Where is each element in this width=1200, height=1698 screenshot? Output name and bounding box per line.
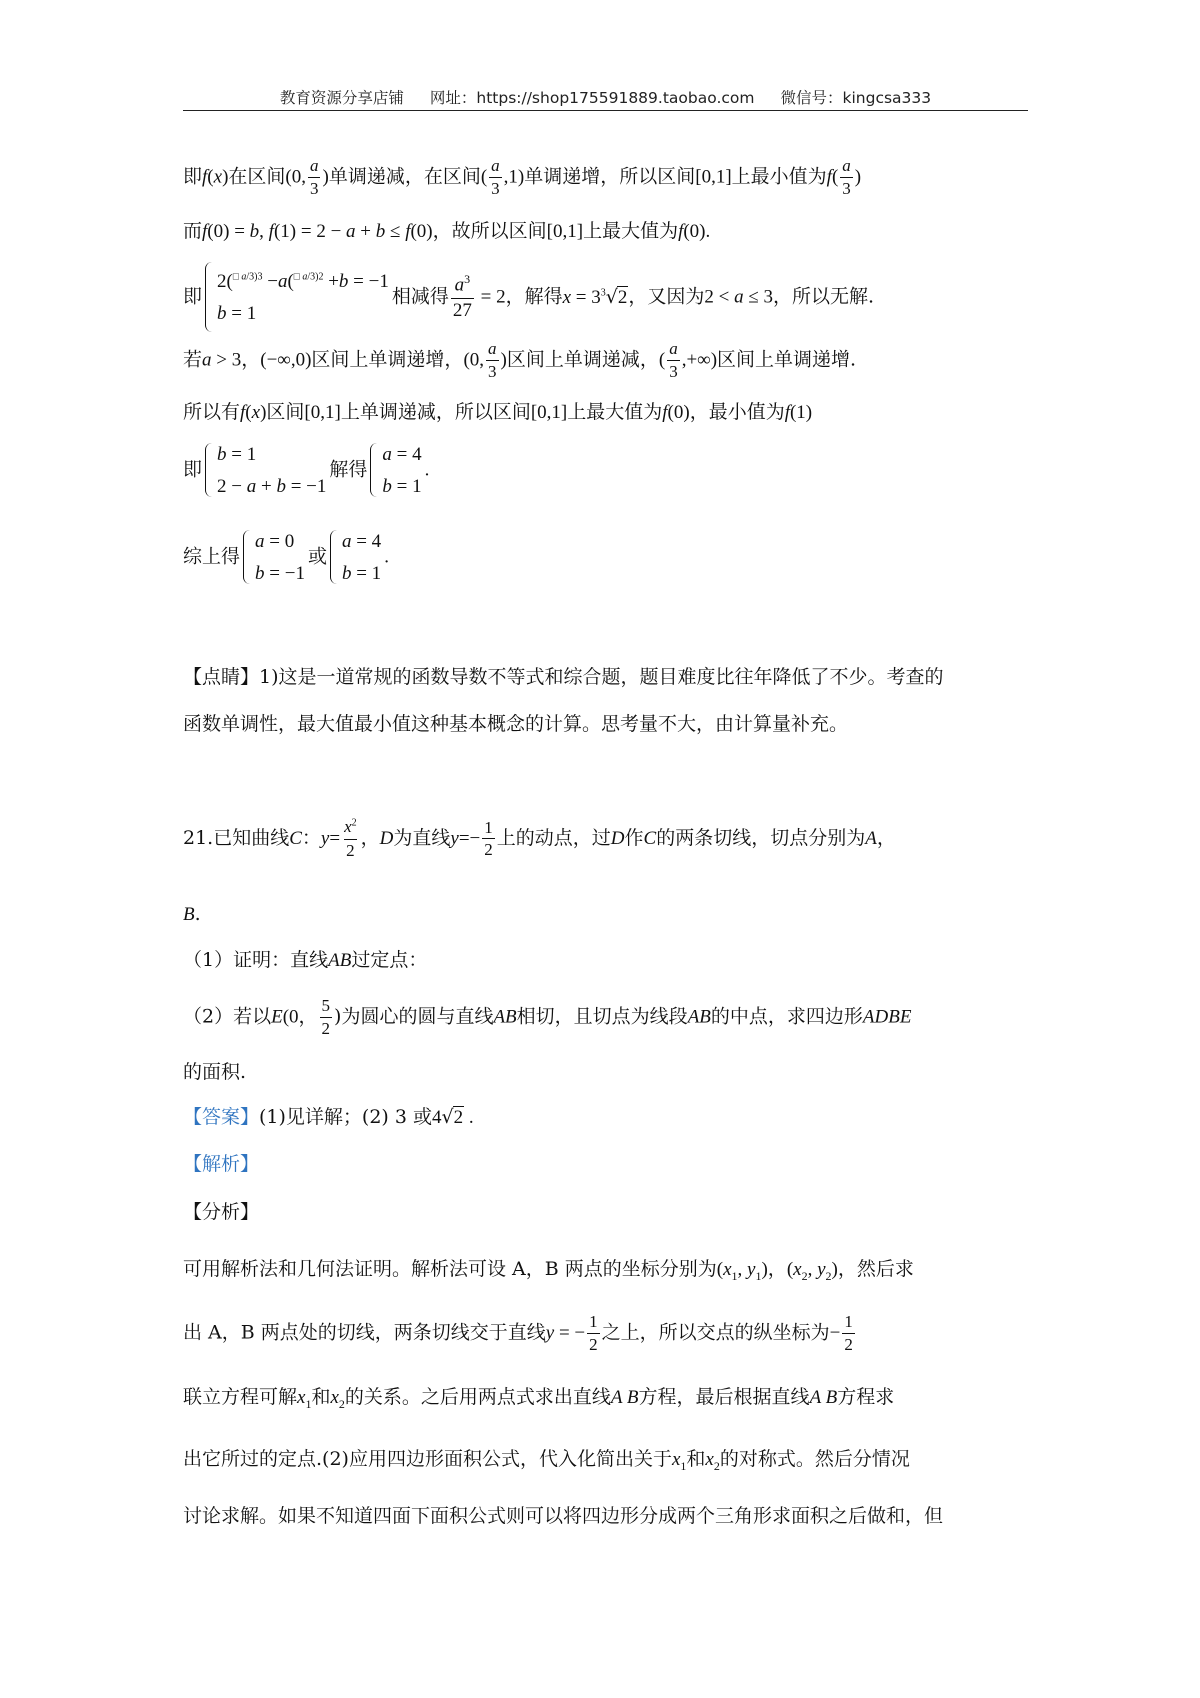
analysis-line-3: 联立方程可解$x_1$和$x_2$的关系。之后用两点式求出直线A B方程，最后根据直线A B方程求 [183, 1386, 895, 1411]
jiexi-tag: 【解析】 [183, 1153, 260, 1175]
solution-line-1: 即f(x)在区间(0, $\frac{a}{3}$ )单调递减，在区间( $\frac{a}{3}$ ,1)单调递增，所以区间[0,1]上最小值为f( $\frac{a}{3}$ ) [183, 156, 862, 198]
solution-line-5: 所以有f(x)区间[0,1]上单调递减，所以区间[0,1]上最大值为f(0)，最小值为f(1) [183, 401, 813, 423]
fenxi-line [183, 1203, 259, 1222]
dianjing-tag: 【点睛】 [183, 666, 260, 688]
analysis-line-1: 可用解析法和几何法证明。解析法可设 A，B 两点的坐标分别为($x_1$, $y_1$)，($x_2$, $y_2$)，然后求 [183, 1258, 914, 1283]
wechat-label: 微信号： [780, 89, 843, 107]
solution-line-4: 若a > 3，(−∞,0)区间上单调递增，(0, $\frac{a}{3}$ )区间上单调递减，( $\frac{a}{3}$ ,+∞)区间上单调递增. [183, 339, 857, 381]
url-label: 网址： [429, 89, 477, 107]
dianjing-line-2: 函数单调性，最大值最小值这种基本概念的计算。思考量不大，由计算量补充。 [183, 713, 849, 735]
dianjing-line-1: 【点睛】1)这是一道常规的函数导数不等式和综合题，题目难度比往年降低了不少。考查的 [183, 666, 944, 688]
fenxi-tag: 【分析】 [183, 1201, 260, 1223]
question-21-part-2-end: 的面积. [183, 1061, 247, 1083]
question-21-part-2: （2）若以E(0， $\frac{5}{2}$ )为圆心的圆与直线AB相切，且切点为线段AB的中点，求四边形ADBE [183, 996, 912, 1038]
question-number: 21.已知曲线 [183, 826, 290, 849]
header-divider [183, 110, 1028, 111]
analysis-line-5: 讨论求解。如果不知道四面下面积公式则可以将四边形分成两个三角形求面积之后做和，但 [183, 1505, 944, 1527]
shop-name: 教育资源分享店铺 [279, 89, 404, 107]
page-header [183, 86, 1028, 108]
answer-tag: 【答案】 [183, 1106, 260, 1128]
analysis-line-2: 出 A，B 两点处的切线，两条切线交于直线y = − $\frac{1}{2}$ 之上，所以交点的纵坐标为− $\frac{1}{2}$ [183, 1312, 853, 1354]
solution-line-7: 综上得 a = 0 b = −1 或 a = 4 b = 1 . [183, 530, 389, 584]
wechat-id: kingcsa333 [842, 89, 932, 107]
shop-url[interactable]: https://shop175591889.taobao.com [476, 89, 755, 107]
question-21-line-2: B. [183, 903, 201, 925]
solution-line-6: 即 b = 1 2 − a + b = −1 解得 a = 4 b = 1 . [183, 443, 430, 497]
question-21-line-1: 21.已知曲线C：y= $\frac{x^2}{2}$ ，D为直线y=− $\frac{1}{2}$ 上的动点，过D作C的两条切线，切点分别为A， [183, 817, 896, 860]
solution-line-3: 即 2($^{□ a/3)3}$ −a($^{□ a/3)2}$ +b = −1 b = 1 相减得 $\frac{a^3}{27}$ = 2，解得$x = 3^3√2$，又因为2 < a ≤ 3，所以无解. [183, 262, 874, 332]
question-21-part-1: （1）证明：直线AB过定点： [183, 949, 428, 971]
solution-line-2: 而f(0) = b, f(1) = 2 − a + b ≤ f(0)，故所以区间[0,1]上最大值为f(0). [183, 220, 711, 242]
analysis-line-4: 出它所过的定点.(2)应用四边形面积公式，代入化简出关于$x_1$和$x_2$的对称式。然后分情况 [183, 1448, 910, 1473]
answer-line: 【答案】(1)见详解；(2) 3 或4√2 . [183, 1106, 474, 1128]
jiexi-line [183, 1155, 259, 1174]
